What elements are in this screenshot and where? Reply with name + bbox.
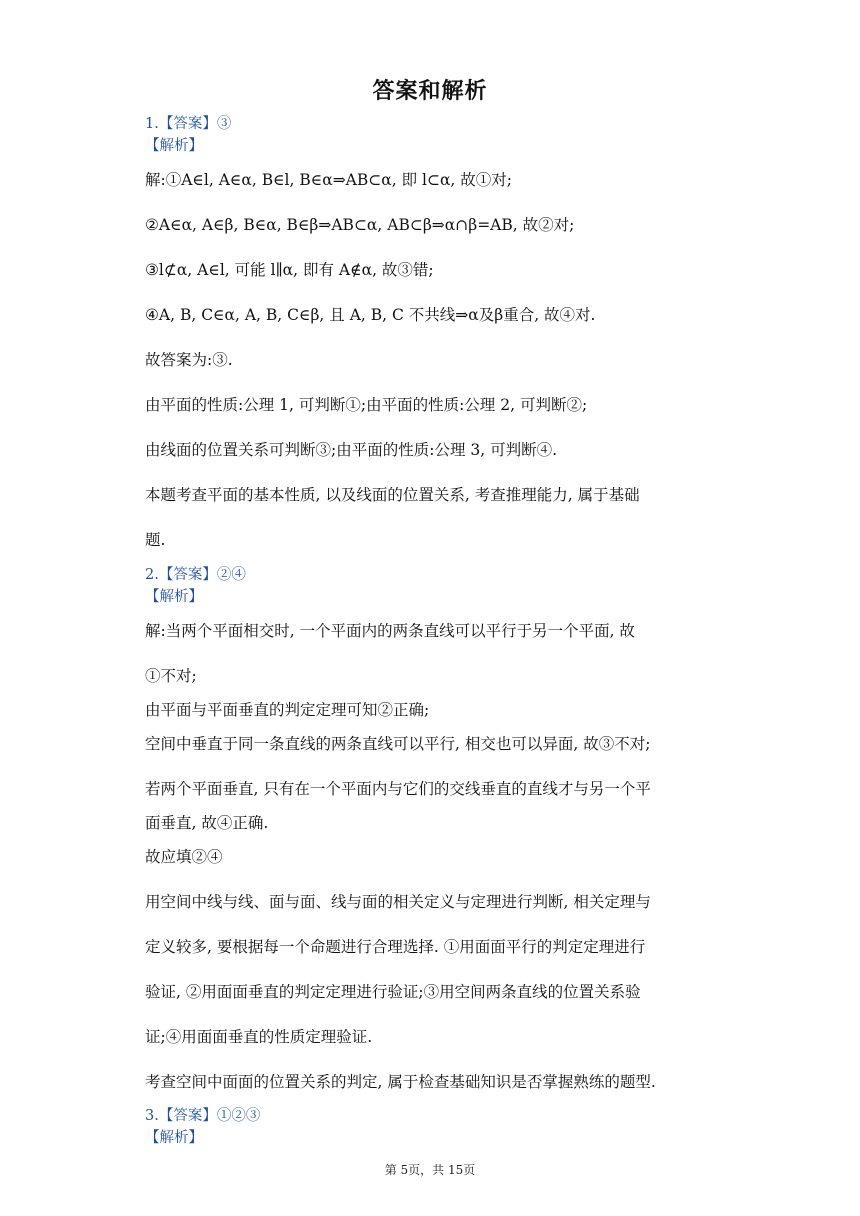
q2-line: 故应填②④ — [145, 848, 223, 866]
q3-analysis-label: 【解析】 — [145, 1130, 203, 1146]
q1-line: 解:①A∈l, A∈α, B∈l, B∈α⇒AB⊂α, 即 l⊂α, 故①对; — [145, 171, 512, 189]
q1-analysis-label: 【解析】 — [145, 138, 203, 154]
q1-line: 故答案为:③. — [145, 351, 233, 369]
q2-line: 考查空间中面面的位置关系的判定, 属于检查基础知识是否掌握熟练的题型. — [145, 1073, 656, 1091]
q2-line: 用空间中线与线、面与面、线与面的相关定义与定理进行判断, 相关定理与 — [145, 893, 651, 911]
q1-line: ②A∈α, A∈β, B∈α, B∈β⇒AB⊂α, AB⊂β⇒α∩β=AB, 故②对; — [145, 216, 575, 234]
q2-line: 面垂直, 故④正确. — [145, 814, 269, 832]
q2-line: 验证, ②用面面垂直的判定定理进行验证;③用空间两条直线的位置关系验 — [145, 983, 641, 1001]
page-title: 答案和解析 — [372, 79, 488, 104]
q1-line: 由平面的性质:公理 1, 可判断①;由平面的性质:公理 2, 可判断②; — [145, 396, 588, 414]
q2-analysis-label: 【解析】 — [145, 589, 203, 605]
q2-answer: 2.【答案】②④ — [145, 567, 246, 583]
q1-line: 本题考查平面的基本性质, 以及线面的位置关系, 考查推理能力, 属于基础 — [145, 486, 640, 504]
q2-line: 空间中垂直于同一条直线的两条直线可以平行, 相交也可以异面, 故③不对; — [145, 735, 651, 753]
q1-line: 由线面的位置关系可判断③;由平面的性质:公理 3, 可判断④. — [145, 441, 558, 459]
q2-line: 解:当两个平面相交时, 一个平面内的两条直线可以平行于另一个平面, 故 — [145, 622, 635, 640]
q2-line: ①不对; — [145, 667, 197, 685]
q2-line: 证;④用面面垂直的性质定理验证. — [145, 1028, 373, 1046]
q2-line: 定义较多, 要根据每一个命题进行合理选择. ①用面面平行的判定定理进行 — [145, 938, 646, 956]
q1-line: ③l⊄α, A∈l, 可能 l∥α, 即有 A∉α, 故③错; — [145, 261, 434, 279]
q3-answer: 3.【答案】①②③ — [145, 1108, 261, 1124]
q1-answer: 1.【答案】③ — [145, 116, 232, 132]
page-footer: 第 5页，共 15页 — [384, 1163, 476, 1177]
q2-line: 若两个平面垂直, 只有在一个平面内与它们的交线垂直的直线才与另一个平 — [145, 780, 651, 798]
q1-line: ④A, B, C∈α, A, B, C∈β, 且 A, B, C 不共线⇒α及β重合, 故④对. — [145, 306, 596, 324]
q1-line: 题. — [145, 531, 166, 549]
q2-line: 由平面与平面垂直的判定定理可知②正确; — [145, 701, 430, 719]
